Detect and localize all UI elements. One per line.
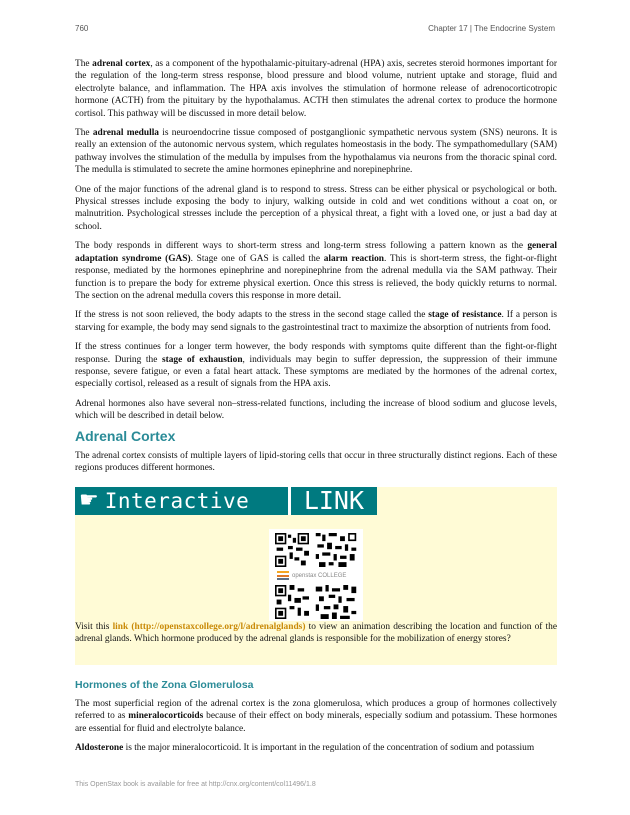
term-adrenal-cortex: adrenal cortex — [92, 59, 151, 69]
banner-link-label: LINK — [288, 487, 377, 515]
qr-code-pattern-icon — [315, 533, 357, 567]
paragraph-non-stress: Adrenal hormones also have several non–stress-related functions, including the increase of blood sodium and glucose levels, which will be described in detail below. — [75, 398, 557, 422]
term-adrenal-medulla: adrenal medulla — [92, 128, 159, 139]
page-content — [75, 58, 557, 762]
term-stage-of-resistance: stage of resistance — [428, 310, 502, 321]
paragraph-resistance: If the stress is not soon relieved, the body adapts to the stress in the second stage called the stage of resistance. If a person is starving for example, the body may send signals to the gastrointestinal tract to maximize the absorption of nutrients from food. — [75, 310, 557, 333]
openstax-logo — [277, 570, 346, 582]
openstax-logo-icon — [277, 571, 289, 580]
paragraph-exhaustion: If the stress continues for a longer term however, the body responds with symptoms quite different than the fight-or-flight response. During the stage of exhaustion, individuals may begin to suffer depression, the suppression of their immune response, severe fatigue, or even a fatal heart attack. These symptoms are mediated by the hormones of the adrenal cortex, especially cortisol, released as a result of signals from the HPA axis. — [75, 342, 557, 390]
pointing-hand-icon: ☛ — [79, 487, 99, 513]
term-alarm-reaction: alarm reaction — [323, 253, 384, 264]
section-heading-adrenal-cortex: Adrenal Cortex — [75, 427, 176, 444]
term-aldosterone: Aldosterone — [75, 743, 124, 754]
term-mineralocorticoids: mineralocorticoids — [128, 711, 204, 722]
banner-interactive-label: Interactive — [104, 488, 250, 513]
section-heading-zona-glomerulosa: Hormones of the Zona Glomerulosa — [75, 678, 254, 691]
interactive-link-box — [75, 487, 557, 665]
adrenal-glands-link[interactable]: link (http://openstaxcollege.org/l/adrenalglands) — [112, 621, 306, 632]
interactive-link-banner — [75, 487, 377, 515]
paragraph-adrenal-medulla: The adrenal medulla is neuroendocrine tissue composed of postganglionic sympathetic nervous system (SNS) neurons. It is really an extension of the autonomic nervous system, which regulates homeostasis in the body. The sympathomedullary (SAM) pathway involves the stimulation of the medulla by impulses from the hypothalamus via neurons from the thoracic spinal cord. The medulla is stimulated to secrete the amine hormones epinephrine and norepinephrine. — [75, 128, 557, 176]
term-stage-of-exhaustion: stage of exhaustion — [161, 354, 243, 365]
paragraph-adrenal-cortex: The adrenal cortex, as a component of the hypothalamic-pituitary-adrenal (HPA) axis, secretes steroid hormones important for the regulation of the long-term stress response, blood pressure and blood volume, nutrient uptake and storage, fluid and electrolyte balance, and inflammation. The HPA axis involves the stimulation of hormone release of adrenocorticotropic hormone (ACTH) from the pituitary by the hypothalamus. ACTH then stimulates the adrenal cortex to produce the hormone cortisol. This pathway will be discussed in more detail below. — [75, 59, 557, 119]
qr-code[interactable] — [269, 529, 363, 621]
paragraph-gas: The body responds in different ways to short-term stress and long-term stress following a pattern known as the general adaptation syndrome (GAS). Stage one of GAS is called the alarm reaction. This is short-term stress, the fight-or-flight response, mediated by the hormones epinephrine and norepinephrine from the adrenal medulla via the SAM pathway. Their function is to prepare the body for extreme physical exertion. Once this stress is relieved, the body quickly returns to normal. The section on the adrenal medulla covers this response in more detail. — [75, 241, 557, 301]
page-number: 760 — [75, 24, 89, 33]
qr-code-icon — [275, 585, 309, 619]
qr-code-pattern-icon — [315, 585, 357, 619]
paragraph-zona-glomerulosa: The most superficial region of the adrenal cortex is the zona glomerulosa, which produces a group of hormones collectively referred to as mineralocorticoids because of their effect on body minerals, especially sodium and potassium. These hormones are essential for fluid and electrolyte balance. — [75, 699, 557, 734]
paragraph-stress: One of the major functions of the adrenal gland is to respond to stress. Stress can be either physical or psychological or both. Physical stresses include exposing the body to injury, walking outside in cold and wet conditions without a coat on, or malnutrition. Psychological stresses include the perception of a physical threat, a fight with a loved one, or just a bad day at school. — [75, 184, 557, 232]
paragraph-aldosterone: Aldosterone is the major mineralocorticoid. It is important in the regulation of the concentration of sodium and potassium — [75, 743, 535, 754]
page-footer: This OpenStax book is available for free at http://cnx.org/content/col11496/1.8 — [75, 781, 316, 788]
chapter-title: Chapter 17 | The Endocrine System — [428, 24, 555, 33]
openstax-logo-text: openstax COLLEGE — [292, 572, 347, 579]
paragraph-cortex-intro: The adrenal cortex consists of multiple layers of lipid-storing cells that occur in three structurally distinct regions. Each of these regions produces different hormones. — [75, 450, 557, 474]
term-gas: general adaptation syndrome (GAS) — [75, 241, 557, 264]
interactive-link-text: Visit this link (http://openstaxcollege.org/l/adrenalglands) to view an animation describing the location and function of the adrenal glands. Which hormone produced by the adrenal glands is responsible for the mobilization of energy stores? — [75, 621, 558, 645]
qr-code-icon — [275, 533, 309, 567]
